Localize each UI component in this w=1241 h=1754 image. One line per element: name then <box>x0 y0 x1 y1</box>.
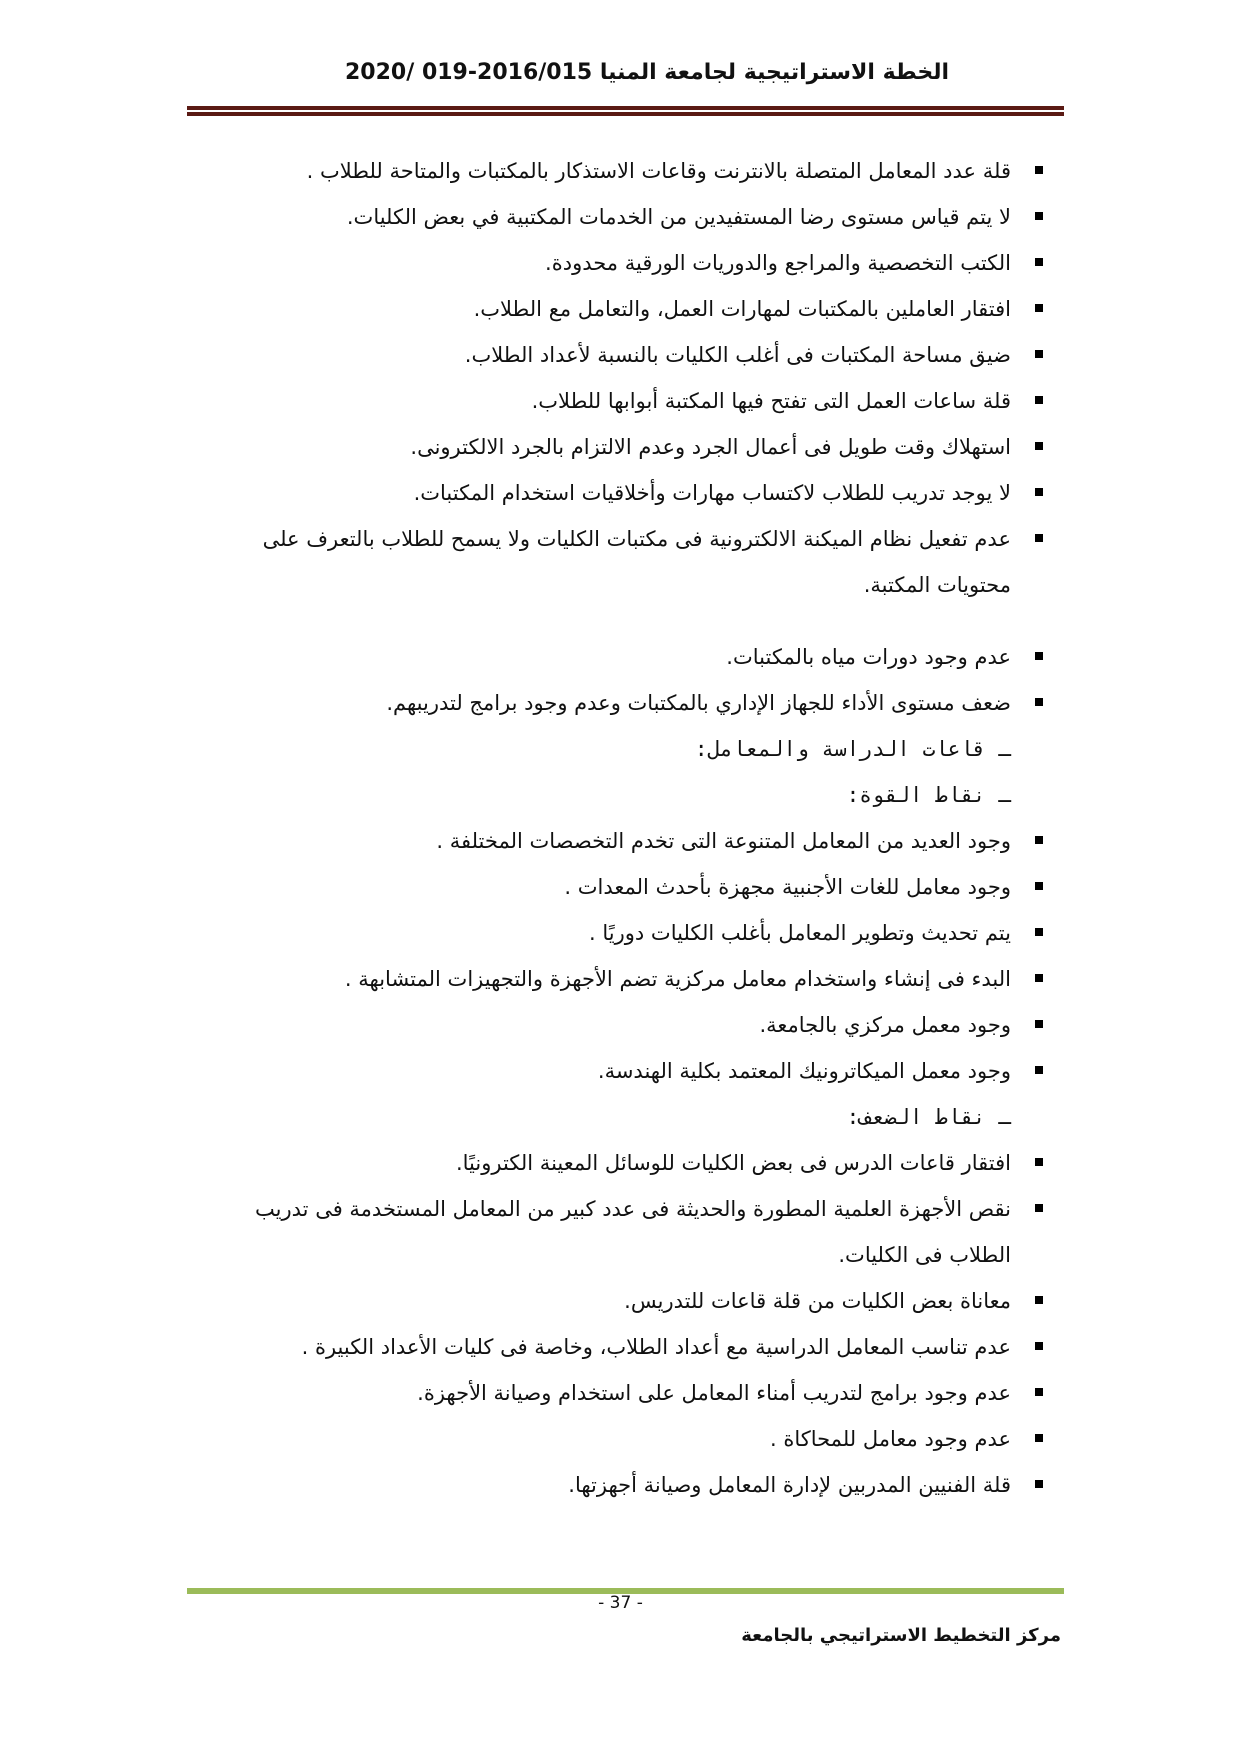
bullet-item: معاناة بعض الكليات من قلة قاعات للتدريس. <box>191 1278 1053 1324</box>
page-number: - 37 - <box>598 1593 643 1613</box>
bullet-item: وجود معمل مركزي بالجامعة. <box>191 1002 1053 1048</box>
bullet-item: عدم تفعيل نظام الميكنة الالكترونية فى مكتبات الكليات ولا يسمح للطلاب بالتعرف على محتويات المكتبة. <box>191 516 1053 608</box>
subsection-heading-weaknesses: ـ نقاط الضعف: <box>846 1105 1011 1129</box>
bullet-item: وجود العديد من المعامل المتنوعة التى تخدم التخصصات المختلفة . <box>191 818 1053 864</box>
bullet-item: ضيق مساحة المكتبات فى أغلب الكليات بالنسبة لأعداد الطلاب. <box>191 332 1053 378</box>
bullet-item: قلة ساعات العمل التى تفتح فيها المكتبة أبوابها للطلاب. <box>191 378 1053 424</box>
bullet-item: لا يتم قياس مستوى رضا المستفيدين من الخدمات المكتبية في بعض الكليات. <box>191 194 1053 240</box>
bullet-item: قلة عدد المعامل المتصلة بالانترنت وقاعات الاستذكار بالمكتبات والمتاحة للطلاب . <box>191 148 1053 194</box>
bullet-item: الكتب التخصصية والمراجع والدوريات الورقية محدودة. <box>191 240 1053 286</box>
subsection-heading-strengths: ـ نقاط القوة: <box>846 783 1011 807</box>
footer-center-name: مركز التخطيط الاستراتيجي بالجامعة <box>741 1625 1061 1646</box>
bullet-item: عدم وجود دورات مياه بالمكتبات. <box>191 634 1053 680</box>
bullet-item: البدء فى إنشاء واستخدام معامل مركزية تضم الأجهزة والتجهيزات المتشابهة . <box>191 956 1053 1002</box>
bullet-item: وجود معمل الميكاترونيك المعتمد بكلية الهندسة. <box>191 1048 1053 1094</box>
page-header-title: الخطة الاستراتيجية لجامعة المنيا 2016/015-019 /2020 <box>345 60 949 85</box>
header-rule <box>187 106 1064 110</box>
bullet-item: لا يوجد تدريب للطلاب لاكتساب مهارات وأخلاقيات استخدام المكتبات. <box>191 470 1053 516</box>
bullet-item: وجود معامل للغات الأجنبية مجهزة بأحدث المعدات . <box>191 864 1053 910</box>
bullet-item: افتقار قاعات الدرس فى بعض الكليات للوسائل المعينة الكترونيًا. <box>191 1140 1053 1186</box>
section-heading-halls-labs: ـ قاعات الدراسة والمعامل: <box>694 737 1011 761</box>
bullet-item: عدم وجود برامج لتدريب أمناء المعامل على استخدام وصيانة الأجهزة. <box>191 1370 1053 1416</box>
bullet-item: افتقار العاملين بالمكتبات لمهارات العمل، والتعامل مع الطلاب. <box>191 286 1053 332</box>
bullet-item: استهلاك وقت طويل فى أعمال الجرد وعدم الالتزام بالجرد الالكترونى. <box>191 424 1053 470</box>
bullet-item: عدم وجود معامل للمحاكاة . <box>191 1416 1053 1462</box>
bullet-item: عدم تناسب المعامل الدراسية مع أعداد الطلاب، وخاصة فى كليات الأعداد الكبيرة . <box>191 1324 1053 1370</box>
bullet-item: ضعف مستوى الأداء للجهاز الإداري بالمكتبات وعدم وجود برامج لتدريبهم. <box>191 680 1053 726</box>
bullet-item: يتم تحديث وتطوير المعامل بأغلب الكليات دوريًا . <box>191 910 1053 956</box>
header-rule <box>187 112 1064 116</box>
bullet-item: نقص الأجهزة العلمية المطورة والحديثة فى عدد كبير من المعامل المستخدمة فى تدريب الطلاب فى الكليات. <box>191 1186 1053 1278</box>
content-list <box>191 148 1053 1508</box>
bullet-item: قلة الفنيين المدربين لإدارة المعامل وصيانة أجهزتها. <box>191 1462 1053 1508</box>
